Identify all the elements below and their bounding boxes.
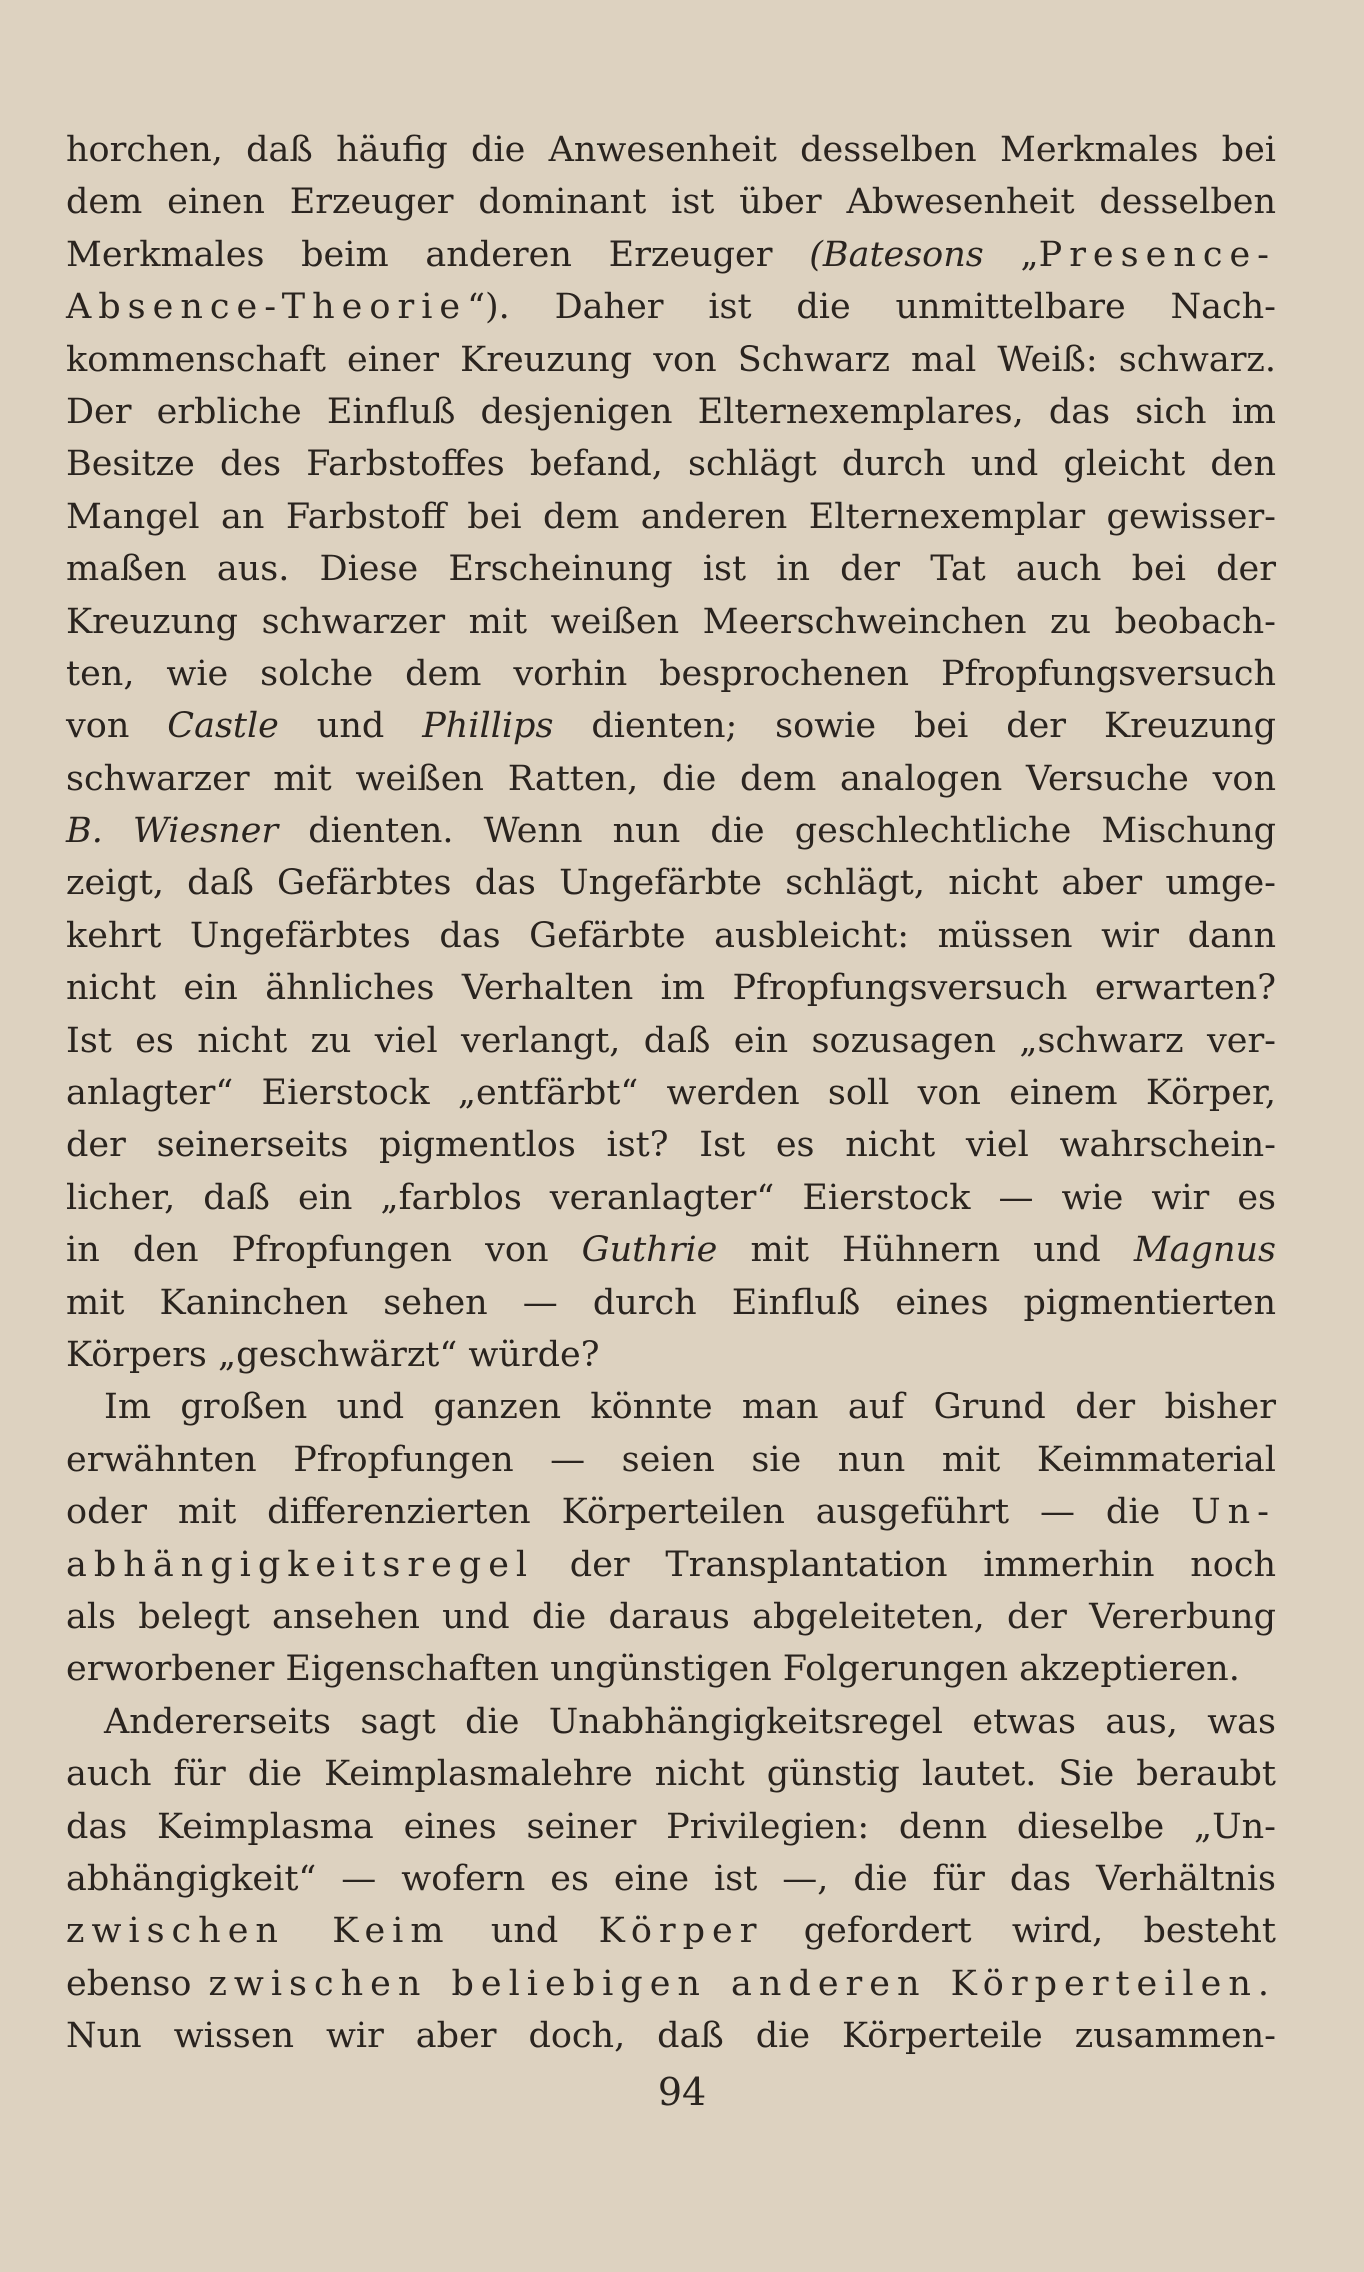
text-line [66, 1643, 1276, 1695]
text-run: erworbener Eigenschaften ungünstigen Folgerungen akzeptieren. [66, 1649, 1240, 1690]
text-line [66, 229, 1276, 281]
text-line [66, 1119, 1276, 1171]
italic-name: Castle [167, 706, 279, 747]
text-run: anlagter“ Eierstock „entfärbt“ werden soll von einem Körper, [66, 1073, 1276, 1114]
text-run: „ [983, 234, 1039, 275]
text-run: mit Hühnern und [717, 1230, 1134, 1271]
text-run: dem einen Erzeuger dominant ist über Abwesenheit desselben [66, 182, 1276, 223]
text-line [66, 700, 1276, 752]
text-run: in den Pfropfungen von [66, 1230, 582, 1271]
text-run: der seinerseits pigmentlos ist? Ist es nicht viel wahrschein- [66, 1125, 1276, 1166]
text-line [66, 1224, 1276, 1276]
text-run: Andererseits sagt die Unabhängigkeitsregel etwas aus, was [104, 1701, 1276, 1742]
text-line [66, 1434, 1276, 1486]
text-run: Merkmales beim anderen Erzeuger [66, 234, 810, 275]
text-run: maßen aus. Diese Erscheinung ist in der Tat auch bei der [66, 549, 1276, 590]
text-line [66, 1853, 1276, 1905]
text-run: ebenso [66, 1963, 209, 2004]
text-line [66, 1486, 1276, 1538]
text-run: zeigt, daß Gefärbtes das Ungefärbte schlägt, nicht aber umge- [66, 863, 1276, 904]
italic-name: Magnus [1133, 1230, 1276, 1271]
text-line [66, 1329, 1276, 1381]
italic-name: Phillips [422, 706, 554, 747]
text-run: der Transplantation immerhin noch [534, 1544, 1276, 1585]
text-run: Kreuzung schwarzer mit weißen Meerschweinchen zu beobach- [66, 601, 1276, 642]
text-run: schwarzer mit weißen Ratten, die dem analogen Versuche von [66, 758, 1276, 799]
text-line [66, 438, 1276, 490]
text-line [66, 1905, 1276, 1957]
text-run: Nun wissen wir aber doch, daß die Körperteile zusammen- [66, 2016, 1276, 2057]
text-run: dienten; sowie bei der Kreuzung [553, 706, 1276, 747]
text-run: und [278, 706, 423, 747]
text-line [66, 1958, 1276, 2010]
text-run: kommenschaft einer Kreuzung von Schwarz mal Weiß: schwarz. [66, 339, 1276, 380]
text-line [66, 1539, 1276, 1591]
page-number: 94 [657, 2070, 707, 2114]
spaced-emphasis: Un- [1191, 1492, 1276, 1533]
spaced-emphasis: Presence- [1038, 234, 1276, 275]
text-run: dienten. Wenn nun die geschlechtliche Mischung [278, 811, 1277, 852]
text-run: Besitze des Farbstoffes befand, schlägt durch und gleicht den [66, 444, 1276, 485]
text-line [66, 857, 1276, 909]
text-run: von [66, 706, 168, 747]
text-run: Im großen und ganzen könnte man auf Grund der bisher [104, 1387, 1276, 1428]
italic-name: (Batesons [809, 234, 984, 275]
spaced-emphasis: zwischen beliebigen anderen Körperteilen. [208, 1963, 1276, 2004]
spaced-emphasis: Absence-Theorie [66, 287, 468, 328]
text-line [66, 596, 1276, 648]
text-run: oder mit differenzierten Körperteilen ausgeführt — die [66, 1492, 1192, 1533]
text-run: ten, wie solche dem vorhin besprochenen Pfropfungsversuch [66, 653, 1276, 694]
text-line [66, 491, 1276, 543]
text-line [66, 1067, 1276, 1119]
spaced-emphasis: Körper [598, 1911, 764, 1952]
text-run: abhängigkeit“ — wofern es eine ist —, die für das Verhältnis [66, 1858, 1276, 1899]
text-run: gefordert wird, besteht [763, 1911, 1276, 1952]
text-line [66, 124, 1276, 176]
text-run: nicht ein ähnliches Verhalten im Pfropfungsversuch erwarten? [66, 968, 1276, 1009]
text-run: erwähnten Pfropfungen — seien sie nun mit Keimmaterial [66, 1439, 1276, 1480]
italic-name: Guthrie [581, 1230, 718, 1271]
text-line [66, 1748, 1276, 1800]
text-line [66, 281, 1276, 333]
text-run: “). Daher ist die unmittelbare Nach- [467, 287, 1276, 328]
text-line [66, 1381, 1276, 1433]
text-run: Mangel an Farbstoff bei dem anderen Elternexemplar gewisser- [66, 496, 1276, 537]
text-run: und [450, 1911, 599, 1952]
text-line [66, 962, 1276, 1014]
italic-name: B. Wiesner [66, 811, 279, 852]
text-line [66, 386, 1276, 438]
text-line [66, 1591, 1276, 1643]
text-run: kehrt Ungefärbtes das Gefärbte ausbleicht: müssen wir dann [66, 915, 1276, 956]
text-run: Körpers „geschwärzt“ würde? [66, 1334, 600, 1375]
text-run: Ist es nicht zu viel verlangt, daß ein sozusagen „schwarz ver- [66, 1020, 1276, 1061]
text-line [66, 2010, 1276, 2062]
text-line [66, 176, 1276, 228]
spaced-emphasis: abhängigkeitsregel [66, 1544, 535, 1585]
text-line [66, 1277, 1276, 1329]
text-run: auch für die Keimplasmalehre nicht günstig lautet. Sie beraubt [66, 1754, 1276, 1795]
text-line [66, 543, 1276, 595]
text-run: Der erbliche Einfluß desjenigen Elternexemplares, das sich im [66, 391, 1276, 432]
text-run: horchen, daß häufig die Anwesenheit desselben Merkmales bei [66, 130, 1276, 170]
text-line [66, 910, 1276, 962]
text-line [66, 334, 1276, 386]
text-line [66, 753, 1276, 805]
text-line [66, 1015, 1276, 1067]
text-line [66, 1696, 1276, 1748]
body-text [66, 124, 1276, 2062]
text-run: licher, daß ein „farblos veranlagter“ Eierstock — wie wir es [66, 1177, 1276, 1218]
text-line [66, 1801, 1276, 1853]
text-run: mit Kaninchen sehen — durch Einfluß eines pigmentierten [66, 1282, 1276, 1323]
text-line [66, 648, 1276, 700]
text-run: das Keimplasma eines seiner Privilegien: denn dieselbe „Un- [66, 1806, 1276, 1847]
text-line [66, 805, 1276, 857]
text-line [66, 1172, 1276, 1224]
spaced-emphasis: zwischen Keim [66, 1911, 451, 1952]
text-run: als belegt ansehen und die daraus abgeleiteten, der Vererbung [66, 1596, 1276, 1637]
